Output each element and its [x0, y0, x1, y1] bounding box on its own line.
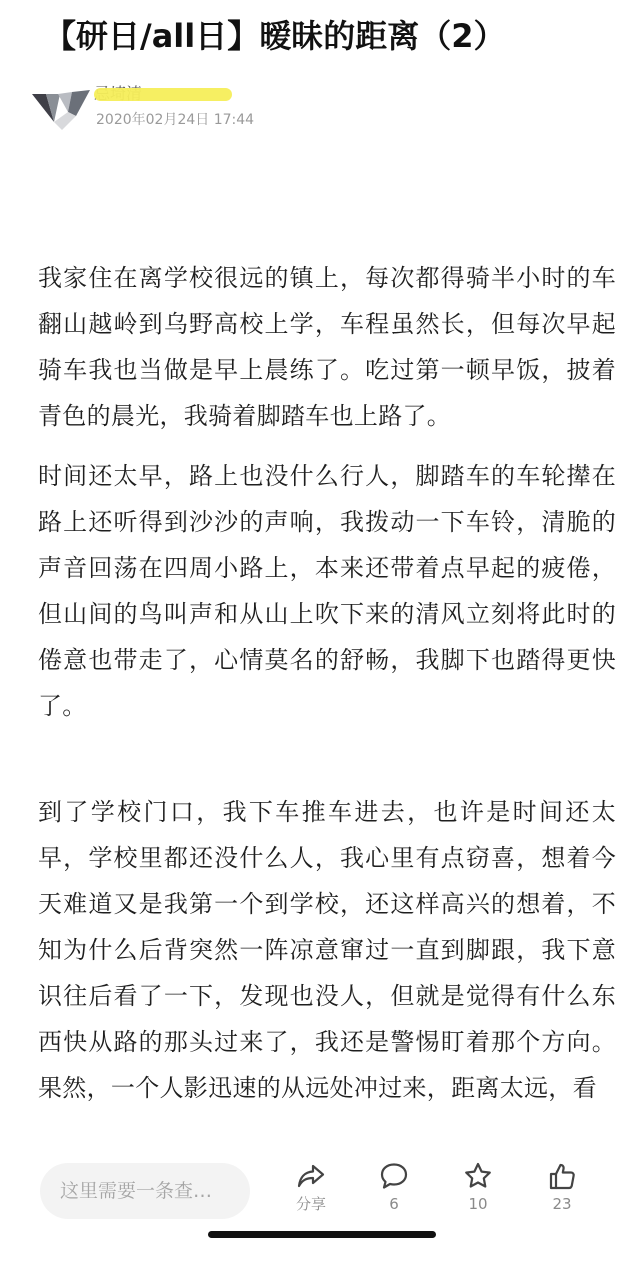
paragraph-3: 到了学校门口，我下车推车进去，也许是时间还太早，学校里都还没什么人，我心里有点窃喜，想着今天难道又是我第一个到学校，还这样高兴的想着，不知为什么后背突然一阵凉意窜过一直到脚跟，我下意识往后看了一下，发现也没人，但就是觉得有什么东西快从路的那头过来了，我还是警惕盯着那个方向。果然，一个人影迅速的从远处冲过来，距离太远，看 — [38, 798, 616, 1102]
post-date: 2020年02月24日 17:44 — [96, 112, 255, 128]
comment-count: 6 — [389, 1195, 399, 1213]
avatar[interactable] — [32, 90, 90, 130]
comment-icon — [379, 1161, 409, 1191]
star-count: 10 — [468, 1195, 488, 1213]
home-indicator[interactable] — [208, 1231, 436, 1238]
share-icon — [296, 1161, 326, 1191]
like-button[interactable] — [527, 1161, 597, 1225]
paragraph-2: 时间还太早，路上也没什么行人，脚踏车的车轮撵在路上还听得到沙沙的声响，我拨动一下车铃，清脆的声音回荡在四周小路上，本来还带着点早起的疲倦，但山间的鸟叫声和从山上吹下来的清风立刻将此时的倦意也带走了，心情莫名的舒畅，我脚下也踏得更快了。 — [38, 462, 616, 720]
star-icon — [463, 1161, 493, 1191]
name-highlight-mark — [94, 88, 232, 101]
paragraph-1: 我家住在离学校很远的镇上，每次都得骑半小时的车翻山越岭到乌野高校上学，车程虽然长，但每次早起骑车我也当做是早上晨练了。吃过第一顿早饭，披着青色的晨光，我骑着脚踏车也上路了。 — [38, 264, 616, 430]
post-title: 【研日/all日】暧昧的距离（2） — [44, 17, 506, 55]
comment-input[interactable]: 这里需要一条查… — [40, 1163, 250, 1219]
share-label: 分享 — [295, 1195, 326, 1213]
author-name[interactable] — [94, 84, 234, 104]
favorite-button[interactable] — [443, 1161, 513, 1225]
article-content — [38, 255, 616, 1153]
bottom-action-bar — [0, 1153, 644, 1269]
like-count: 23 — [552, 1195, 572, 1213]
share-button[interactable] — [276, 1161, 346, 1225]
comment-button[interactable] — [359, 1161, 429, 1225]
author-row[interactable] — [32, 84, 432, 136]
thumbs-up-icon — [547, 1161, 577, 1191]
